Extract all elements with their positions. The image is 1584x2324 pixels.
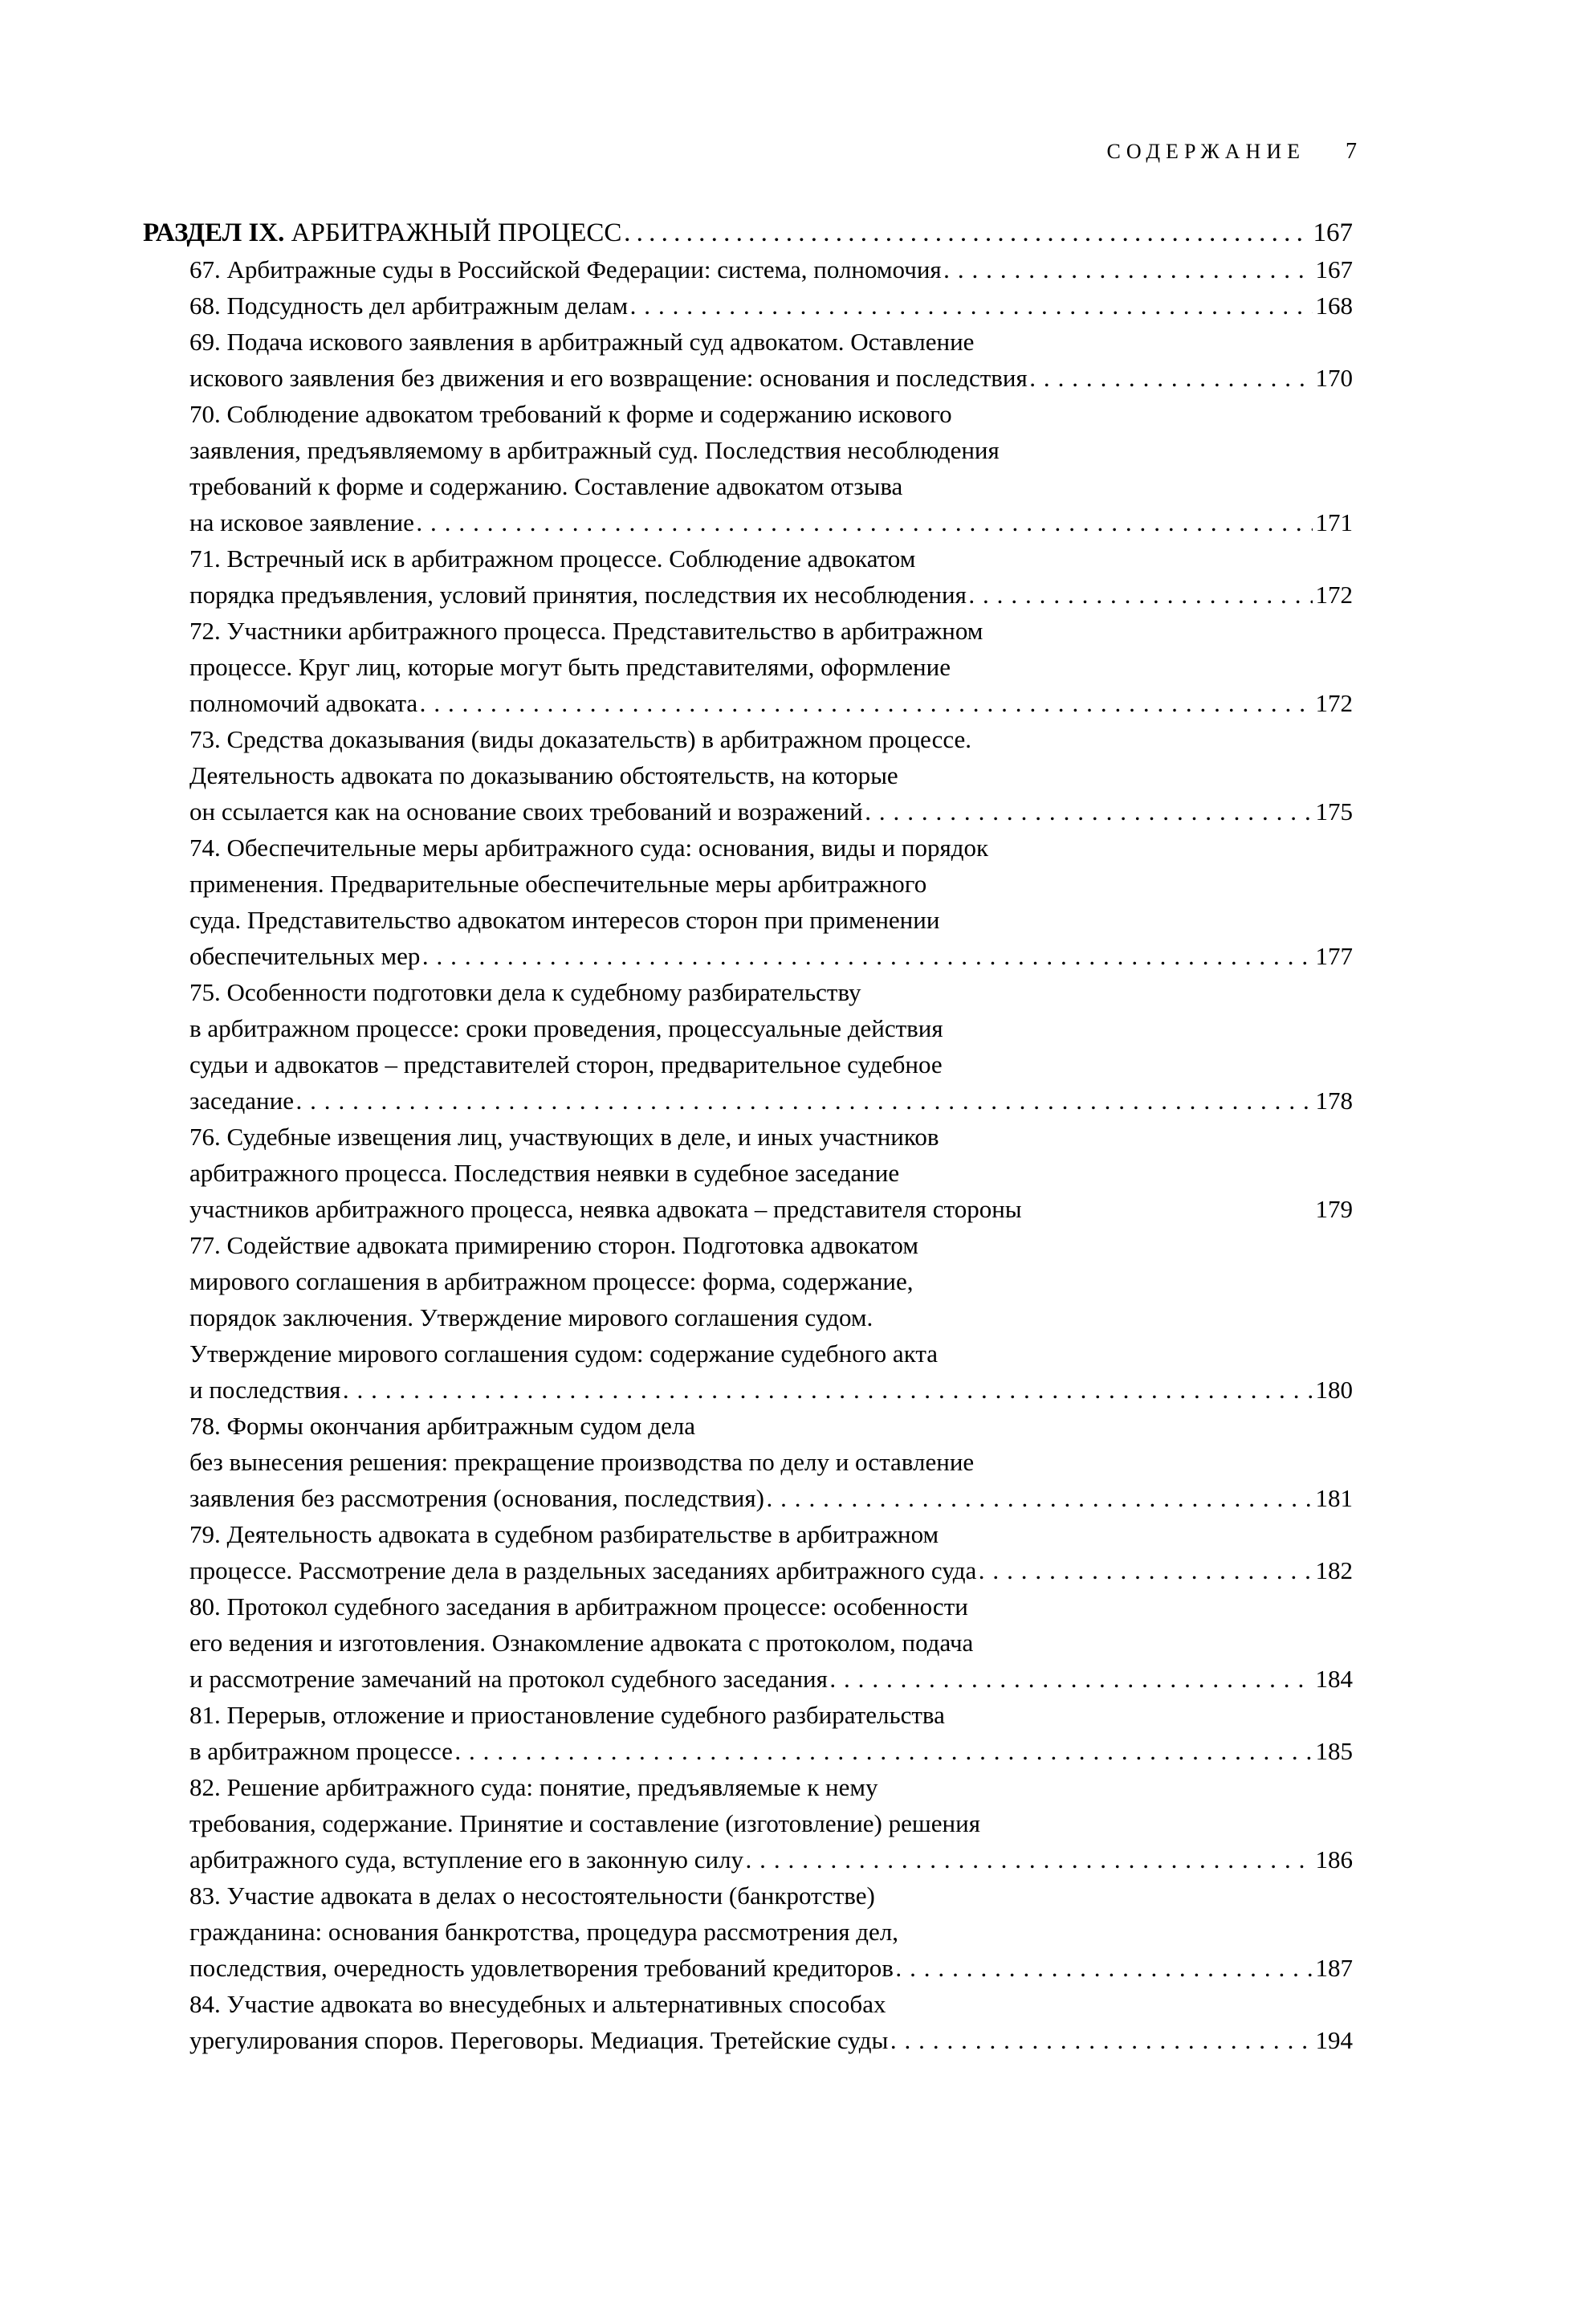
- toc-entry-page-number: 178: [1315, 1087, 1353, 1115]
- toc-entry-page-number: 185: [1315, 1737, 1353, 1765]
- toc-entry-line: 82. Решение арбитражного суда: понятие, предъявляемые к нему: [189, 1773, 878, 1801]
- toc-entry-line: 68. Подсудность дел арбитражным делам: [189, 292, 629, 320]
- toc-entry-last-line: [189, 793, 1353, 830]
- toc-entry-line: в арбитражном процессе: [189, 1737, 453, 1765]
- toc-entry[interactable]: [143, 1986, 1353, 2058]
- toc-entry-line: 67. Арбитражные суды в Российской Федерации: система, полномочия: [189, 255, 942, 283]
- toc-entry-line: порядок заключения. Утверждение мирового соглашения судом.: [189, 1303, 873, 1331]
- toc-entry[interactable]: [143, 396, 1353, 540]
- toc-entry[interactable]: [143, 1697, 1353, 1769]
- toc-entry-page-number: 168: [1315, 292, 1353, 320]
- toc-entry-last-line: [189, 1191, 1353, 1227]
- toc-entry[interactable]: [143, 1878, 1353, 1986]
- dot-leader: [454, 1733, 1313, 1769]
- toc-entry-page-number: 172: [1315, 689, 1353, 717]
- toc-entry[interactable]: [143, 287, 1353, 324]
- toc-entry[interactable]: [143, 1227, 1353, 1408]
- toc-entry-last-line: [189, 1480, 1353, 1516]
- toc-entry-line: требования, содержание. Принятие и составление (изготовление) решения: [189, 1809, 980, 1837]
- dot-leader: [890, 2022, 1313, 2058]
- toc-entry-line: гражданина: основания банкротства, процедура рассмотрения дел,: [189, 1918, 899, 1946]
- toc-entry-line: Деятельность адвоката по доказыванию обстоятельств, на которые: [189, 761, 898, 789]
- section-title: АРБИТРАЖНЫЙ ПРОЦЕСС: [291, 218, 622, 247]
- toc-entry-line: участников арбитражного процесса, неявка адвоката – представителя стороны: [189, 1195, 1022, 1223]
- toc-entry[interactable]: [143, 1516, 1353, 1588]
- dot-leader: [1029, 360, 1313, 396]
- toc-entry-line: 80. Протокол судебного заседания в арбитражном процессе: особенности: [189, 1592, 968, 1621]
- toc-entry[interactable]: [143, 1119, 1353, 1227]
- dot-leader: [943, 251, 1313, 287]
- running-head: [0, 139, 1357, 165]
- toc-entry-line: 77. Содействие адвоката примирению сторон. Подготовка адвокатом: [189, 1231, 918, 1259]
- dot-leader: [865, 793, 1313, 830]
- toc-entry-line: 79. Деятельность адвоката в судебном разбирательстве в арбитражном: [189, 1520, 939, 1548]
- toc-entry-line: 76. Судебные извещения лиц, участвующих в деле, и иных участников: [189, 1123, 939, 1151]
- toc-entry-page-number: 181: [1315, 1484, 1353, 1512]
- toc-entry[interactable]: [143, 1588, 1353, 1697]
- toc-entry-line: процессе. Круг лиц, которые могут быть представителями, оформление: [189, 653, 951, 681]
- toc-entry-line: заявления без рассмотрения (основания, последствия): [189, 1484, 764, 1512]
- toc-entry-line: 69. Подача искового заявления в арбитражный суд адвокатом. Оставление: [189, 328, 975, 356]
- dot-leader: [766, 1480, 1313, 1516]
- toc-entry-last-line: [189, 1733, 1353, 1769]
- dot-leader: [979, 1552, 1313, 1588]
- toc-entry[interactable]: [143, 251, 1353, 287]
- dot-leader: [630, 287, 1313, 324]
- toc-entry-last-line: [189, 685, 1353, 721]
- dot-leader: [416, 504, 1313, 540]
- toc-entry-line: 75. Особенности подготовки дела к судебному разбирательству: [189, 978, 861, 1006]
- toc-entry-line: 83. Участие адвоката в делах о несостоятельности (банкротстве): [189, 1882, 875, 1910]
- toc-entry-page-number: 182: [1315, 1556, 1353, 1584]
- dot-leader: [343, 1372, 1313, 1408]
- toc-entry-line: последствия, очередность удовлетворения требований кредиторов: [189, 1954, 894, 1982]
- toc-entry-last-line: [189, 1552, 1353, 1588]
- toc-entry-page-number: 180: [1315, 1376, 1353, 1404]
- section-page-number: 167: [1313, 218, 1353, 247]
- toc-entry-line: на исковое заявление: [189, 508, 414, 536]
- dot-leader: [420, 685, 1313, 721]
- toc-entry-last-line: [189, 1372, 1353, 1408]
- toc-entry-line: суда. Представительство адвокатом интересов сторон при применении: [189, 906, 940, 934]
- toc-entry-last-line: [189, 504, 1353, 540]
- toc-entry-last-line: [189, 251, 1353, 287]
- dot-leader: [746, 1841, 1313, 1878]
- toc-entry-page-number: 194: [1315, 2026, 1353, 2054]
- toc-entry-page-number: 187: [1315, 1954, 1353, 1982]
- toc-entry-line: мирового соглашения в арбитражном процессе: форма, содержание,: [189, 1267, 914, 1295]
- toc-entry-last-line: [189, 360, 1353, 396]
- toc-entry-line: он ссылается как на основание своих требований и возражений: [189, 797, 863, 826]
- toc-entry-last-line: [189, 1082, 1353, 1119]
- toc-entry-line: 81. Перерыв, отложение и приостановление судебного разбирательства: [189, 1701, 945, 1729]
- toc-entry-line: обеспечительных мер: [189, 942, 421, 970]
- dot-leader: [295, 1082, 1313, 1119]
- toc-entry-page-number: 184: [1315, 1665, 1353, 1693]
- toc-entry-page-number: 171: [1315, 508, 1353, 536]
- toc-entry-line: 71. Встречный иск в арбитражном процессе. Соблюдение адвокатом: [189, 544, 916, 573]
- toc-entry-line: искового заявления без движения и его возвращение: основания и последствия: [189, 364, 1028, 392]
- toc-entry-line: 70. Соблюдение адвокатом требований к форме и содержанию искового: [189, 400, 952, 428]
- toc-entry-line: 78. Формы окончания арбитражным судом дела: [189, 1412, 696, 1440]
- toc-entry-line: Утверждение мирового соглашения судом: содержание судебного акта: [189, 1339, 939, 1368]
- toc-entry-line: процессе. Рассмотрение дела в раздельных заседаниях арбитражного суда: [189, 1556, 977, 1584]
- dot-leader: [895, 1950, 1313, 1986]
- toc-entry-page-number: 170: [1315, 364, 1353, 392]
- toc-entry-line: требований к форме и содержанию. Составление адвокатом отзыва: [189, 472, 903, 500]
- toc-entry-page-number: 179: [1315, 1195, 1353, 1223]
- toc-entry-last-line: [189, 2022, 1353, 2058]
- toc-entry[interactable]: [143, 613, 1353, 721]
- toc-section-heading[interactable]: [143, 215, 1353, 251]
- toc-entry-page-number: 175: [1315, 797, 1353, 826]
- toc-entry-line: заявления, предъявляемому в арбитражный суд. Последствия несоблюдения: [189, 436, 1000, 464]
- toc-entry-line: 72. Участники арбитражного процесса. Представительство в арбитражном: [189, 617, 983, 645]
- toc-entry-page-number: 167: [1315, 255, 1353, 283]
- toc-entry-page-number: 186: [1315, 1845, 1353, 1873]
- toc-entry-line: в арбитражном процессе: сроки проведения, процессуальные действия: [189, 1014, 943, 1042]
- dot-leader: [829, 1661, 1313, 1697]
- toc-entry-line: 74. Обеспечительные меры арбитражного суда: основания, виды и порядок: [189, 834, 989, 862]
- toc-entry-line: урегулирования споров. Переговоры. Медиация. Третейские суды: [189, 2026, 889, 2054]
- toc-entry-last-line: [189, 1950, 1353, 1986]
- section-number: РАЗДЕЛ IX.: [143, 218, 285, 247]
- toc-entry-line: 84. Участие адвоката во внесудебных и альтернативных способах: [189, 1990, 886, 2018]
- toc-entry-last-line: [189, 938, 1353, 974]
- toc-entry-page-number: 172: [1315, 581, 1353, 609]
- running-head-page-number: 7: [1346, 139, 1357, 164]
- toc-entry-line: арбитражного суда, вступление его в законную силу: [189, 1845, 744, 1873]
- toc-entry-line: без вынесения решения: прекращение производства по делу и оставление: [189, 1448, 975, 1476]
- toc-entry-line: судьи и адвокатов – представителей сторон, предварительное судебное: [189, 1050, 943, 1078]
- toc-entry-line: заседание: [189, 1087, 294, 1115]
- dot-leader: [422, 938, 1313, 974]
- toc-entry-line: 73. Средства доказывания (виды доказательств) в арбитражном процессе.: [189, 725, 971, 753]
- table-of-contents: [143, 215, 1353, 2058]
- toc-entry-page-number: 177: [1315, 942, 1353, 970]
- toc-entry-line: и последствия: [189, 1376, 341, 1404]
- dot-leader: [624, 215, 1310, 251]
- toc-entry-last-line: [189, 577, 1353, 613]
- toc-entry[interactable]: [143, 1769, 1353, 1878]
- toc-entry[interactable]: [143, 830, 1353, 974]
- running-head-title: СОДЕРЖАНИЕ: [1106, 140, 1305, 163]
- toc-entry-line: применения. Предварительные обеспечительные меры арбитражного: [189, 870, 927, 898]
- toc-entry-line: его ведения и изготовления. Ознакомление адвоката с протоколом, подача: [189, 1629, 974, 1657]
- dot-leader: [968, 577, 1313, 613]
- toc-entry-list: [143, 251, 1353, 2058]
- toc-entry[interactable]: [143, 324, 1353, 396]
- toc-entry-line: и рассмотрение замечаний на протокол судебного заседания: [189, 1665, 828, 1693]
- toc-entry-last-line: [189, 287, 1353, 324]
- toc-entry-line: арбитражного процесса. Последствия неявки в судебное заседание: [189, 1159, 900, 1187]
- toc-entry[interactable]: [143, 540, 1353, 613]
- toc-entry-line: полномочий адвоката: [189, 689, 418, 717]
- toc-entry[interactable]: [143, 974, 1353, 1119]
- toc-entry-line: порядка предъявления, условий принятия, последствия их несоблюдения: [189, 581, 967, 609]
- toc-entry-last-line: [189, 1841, 1353, 1878]
- toc-entry[interactable]: [143, 721, 1353, 830]
- toc-entry[interactable]: [143, 1408, 1353, 1516]
- toc-entry-last-line: [189, 1661, 1353, 1697]
